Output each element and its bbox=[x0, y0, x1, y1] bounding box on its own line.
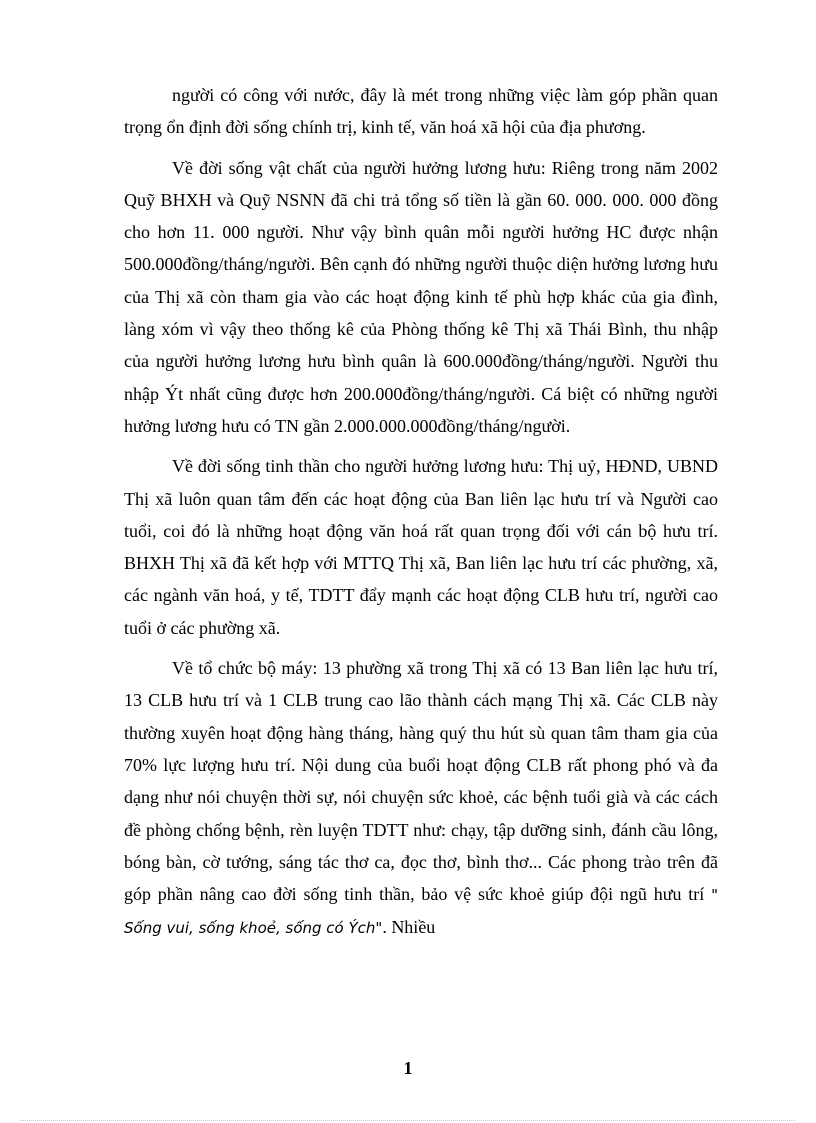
paragraph-organization-tail: . Nhiều bbox=[382, 917, 436, 938]
paragraph-intro: người có công với nước, đây là mét trong những việc làm góp phần quan trọng ổn định đời sống chính trị, kinh tế, văn hoá xã hội của địa phương. bbox=[124, 85, 718, 138]
paragraph-material-life: Về đời sống vật chất của người hưởng lương hưu: Riêng trong năm 2002 Quỹ BHXH và Quỹ NSNN đã chi trả tổng số tiền là gần 60. 000. 000. 000 đồng cho hơn 11. 000 người. Như vậy bình quân mỗi người hưởng HC được nhận 500.000đồng/tháng/người. Bên cạnh đó những người thuộc diện hưởng lương hưu của Thị xã còn tham gia vào các hoạt động kinh tế phù hợp khác của gia đình, làng xóm vì vậy theo thống kê của Phòng thống kê Thị xã Thái Bình, thu nhập của người hưởng lương hưu bình quân là 600.000đồng/tháng/người. Người thu nhập Ýt nhất cũng được hơn 200.000đồng/tháng/người. Cá biệt có những người hưởng lương hưu có TN gần 2.000.000.000đồng/tháng/người. bbox=[124, 157, 718, 436]
page-number: 1 bbox=[403, 1058, 413, 1078]
slogan-quote: " Sống vui, sống khoẻ, sống có Ých" bbox=[124, 886, 718, 938]
paragraph-spiritual-life: Về đời sống tinh thần cho người hưởng lương hưu: Thị uỷ, HĐND, UBND Thị xã luôn quan tâm đến các hoạt động của Ban liên lạc hưu trí và Người cao tuổi, coi đó là những hoạt động văn hoá rất quan trọng đối với cán bộ hưu trí. BHXH Thị xã đã kết hợp với MTTQ Thị xã, Ban liên lạc hưu trí các phường, xã, các ngành văn hoá, y tế, TDTT đẩy mạnh các hoạt động CLB hưu trí, người cao tuổi ở các phường xã. bbox=[124, 456, 718, 638]
paragraph-organization-text: Về tổ chức bộ máy: 13 phường xã trong Thị xã có 13 Ban liên lạc hưu trí, 13 CLB hưu trí và 1 CLB trung cao lão thành cách mạng Thị xã. Các CLB này thường xuyên hoạt động hàng tháng, hàng quý thu hút sù quan tâm tham gia của 70% lực lượng hưu trí. Nội dung của buổi hoạt động CLB rất phong phó và đa dạng như nói chuyện thời sự, nói chuyện sức khoẻ, các bệnh tuổi già và các cách đề phòng chống bệnh, rèn luyện TDTT như: chạy, tập dưỡng sinh, đánh cầu lông, bóng bàn, cờ tướng, sáng tác thơ ca, đọc thơ, bình thơ... Các phong trào trên đã góp phần nâng cao đời sống tinh thần, bảo vệ sức khoẻ giúp đội ngũ hưu trí bbox=[124, 658, 718, 905]
document-body bbox=[124, 79, 718, 953]
page-edge-divider bbox=[20, 1120, 796, 1121]
paragraph-organization bbox=[124, 652, 718, 945]
